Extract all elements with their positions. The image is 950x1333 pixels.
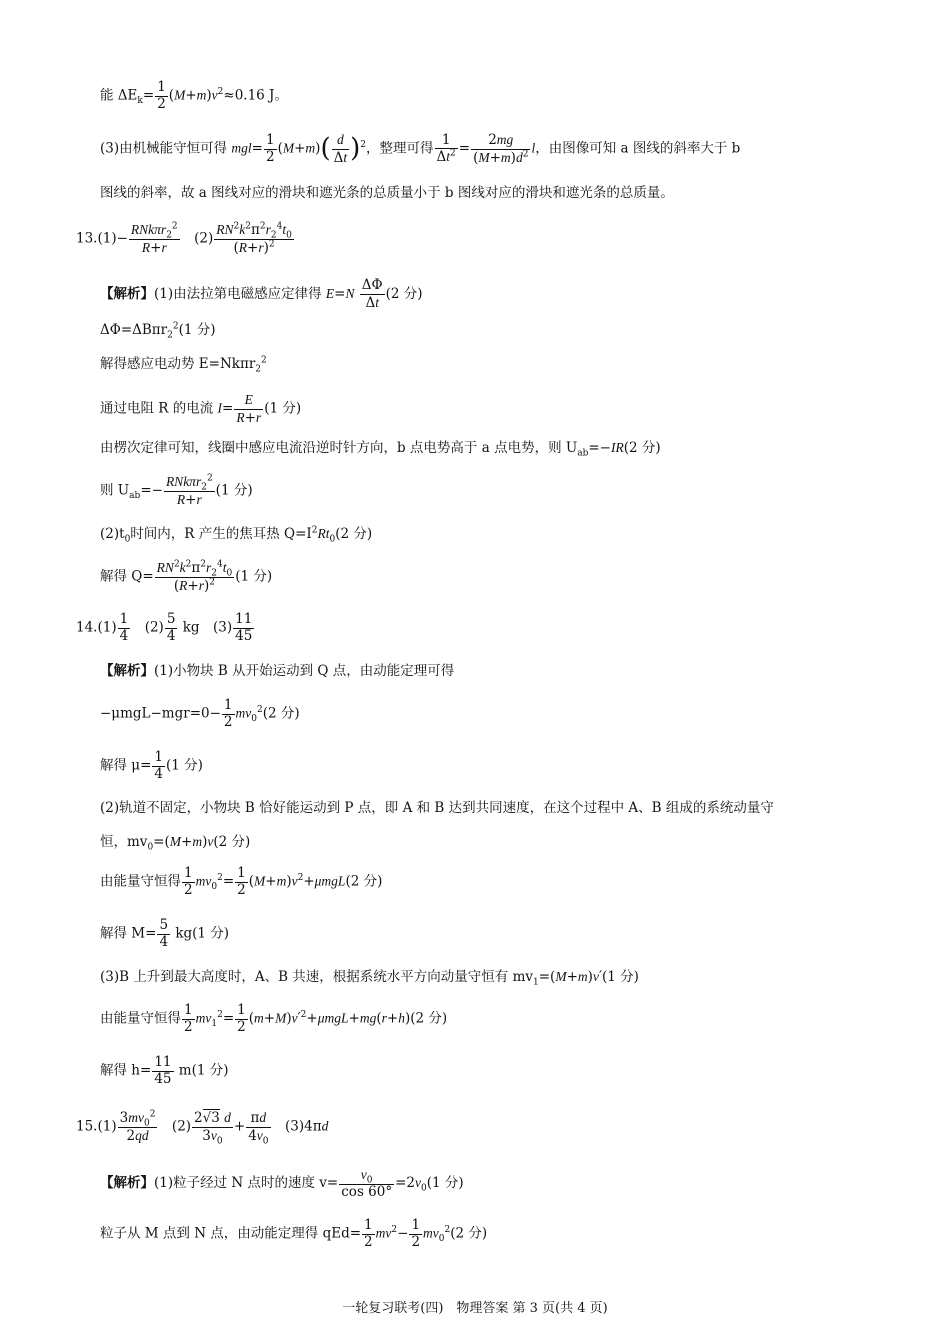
text-line: 能 $\Delta E_k=$ $\frac{1}{2}$ $(M+m)v^2\approx 0.16$ J。 (100, 79, 288, 112)
answer-15: 15.(1) $\frac{3mv_0^2}{2qd}$ (2) $\frac{2√3 d}{3v_0}$ + $\frac{\pi d}{4v_0}$ (3)4πd (76, 1109, 329, 1147)
text-line: 由能量守恒得 $\frac{1}{2}$ $mv_1^2=$ $\frac{1}{2}$ $(m+M)v'^2+\mu mgL+mg(r+h)(2$ 分) (100, 1002, 448, 1035)
text-line: 【解析】(1)小物块 B 从开始运动到 Q 点，由动能定理可得 (100, 663, 455, 679)
text-line: (3)B 上升到最大高度时，A、B 共速，根据系统水平方向动量守恒有 $mv_1=(M+m)v'(1$ 分) (100, 969, 639, 988)
text-line: 解得 μ= $\frac{1}{4}$ (1 分) (100, 749, 203, 782)
text-line: 恒，$mv_0=(M+m)v(2$ 分) (100, 834, 251, 853)
text-line: (2)轨道不固定，小物块 B 恰好能运动到 P 点，即 A 和 B 达到共同速度，在这个过程中 A、B 组成的系统动量守 (100, 800, 774, 816)
text-line: 【解析】(1)由法拉第电磁感应定律得 E=N $\frac{\Delta\Phi}{\Delta t}$ (2 分) (100, 277, 423, 311)
text-line: 解得 Q= $\frac{RN^2k^2\pi^2r_2^4t_0}{(R+r)^2}$ (1 分) (100, 559, 273, 594)
answer-14: 14.(1) $\frac{1}{4}$ (2) $\frac{5}{4}$ kg (3) $\frac{11}{45}$ (76, 611, 253, 644)
text-line: ΔΦ=ΔBπr$_2^2$(1 分) (100, 321, 216, 341)
page-footer: 一轮复习联考(四) 物理答案 第 3 页(共 4 页) (342, 1301, 608, 1316)
text-line: $(2)t_0$时间内，R 产生的焦耳热 $Q=I^2Rt_0(2$ 分) (100, 525, 373, 545)
text-line: 解得 h= $\frac{11}{45}$ m(1 分) (100, 1054, 229, 1087)
text-line: (3)由机械能守恒可得 mgl= $\frac{1}{2}$ (M+m)( $\frac{d}{\Delta t}$ )$^2$，整理可得 $\frac{1}{\Delta t^2}$ = $\frac{2mg}{(M+m)d^2}$ l，由图像可知 a 图线的斜率大于 b (100, 131, 741, 166)
text-line: 解得感应电动势 E=Nkπr$_2^2$ (100, 355, 267, 375)
text-line: 则 $U_{ab}=-$ RNkπr$_2^2$ R+r (1 分) (100, 473, 253, 508)
text-line: 粒子从 M 点到 N 点，由动能定理得 qEd= $\frac{1}{2}$ $mv^2-$ $\frac{1}{2}$ $mv_0^2(2$ 分) (100, 1217, 488, 1250)
text-line: 由楞次定律可知，线圈中感应电流沿逆时针方向，b 点电势高于 a 点电势，则 $U_{ab}=-IR(2$ 分) (100, 440, 661, 459)
text-line: −μmgL−mgr=0− $\frac{1}{2}$ $mv_0^2(2$ 分) (100, 697, 300, 730)
text-line: 由能量守恒得 $\frac{1}{2}$ $mv_0^2=$ $\frac{1}{2}$ $(M+m)v^2+\mu mgL(2$ 分) (100, 865, 383, 898)
text-line: 图线的斜率，故 a 图线对应的滑块和遮光条的总质量小于 b 图线对应的滑块和遮光条的总质量。 (100, 185, 674, 201)
text-line: 通过电阻 R 的电流 I= $\frac{E}{R+r}$ (1 分) (100, 392, 302, 426)
answer-13: 13.(1)− RNkπr$_2^2$ R+r (2) $\frac{RN^2k^2\pi^2r_2^4t_0}{(R+r)^2}$ (76, 221, 292, 256)
text-line: 解得 M= $\frac{5}{4}$ kg(1 分) (100, 917, 230, 950)
text-line: 【解析】(1)粒子经过 N 点时的速度 v= $\frac{v_0}{\cos 60^\circ}$ $=2v_0(1$ 分) (100, 1167, 464, 1200)
